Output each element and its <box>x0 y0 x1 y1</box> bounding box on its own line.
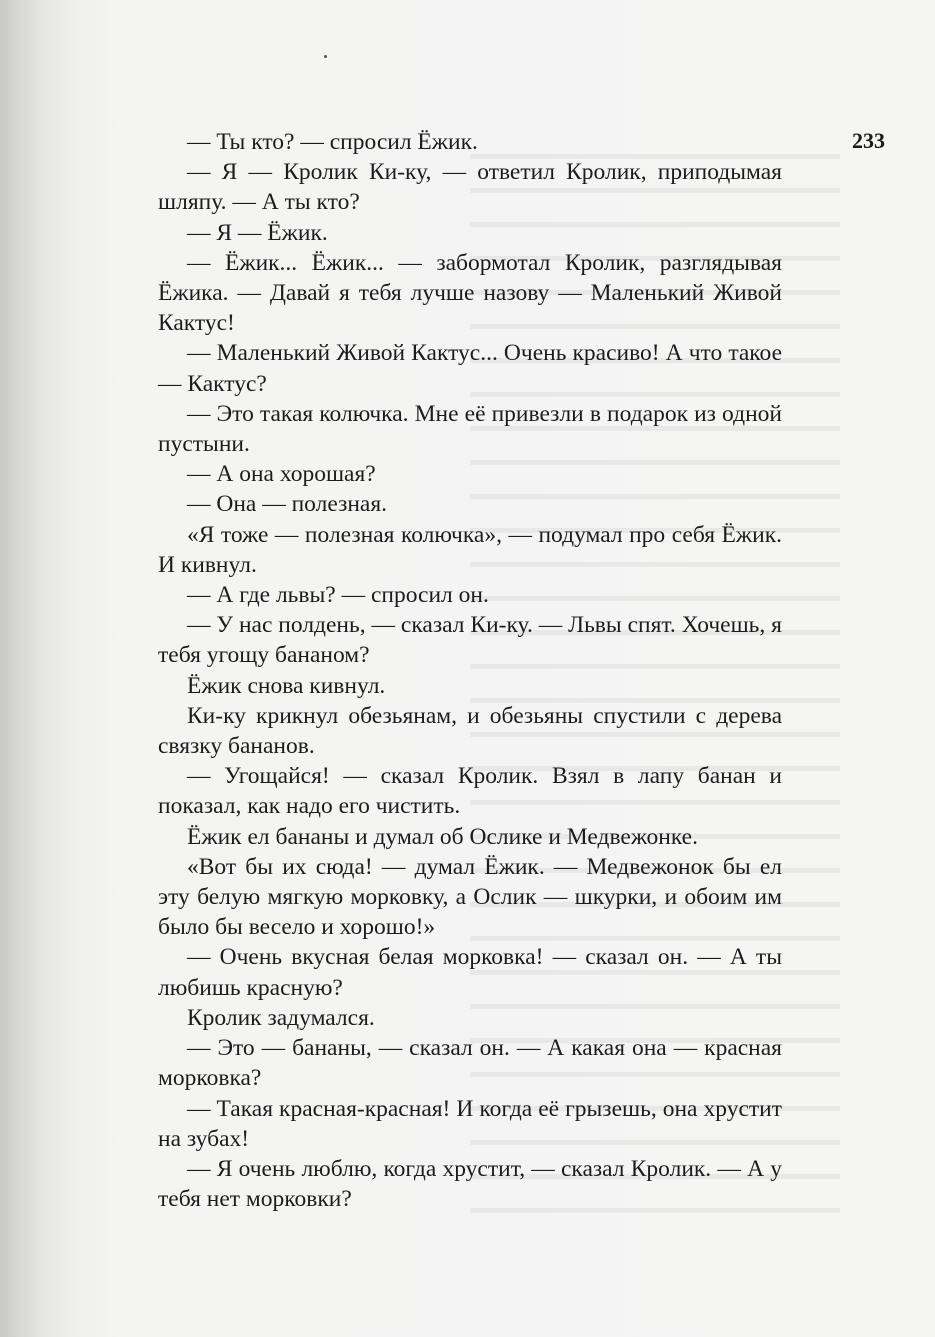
text-paragraph: Кролик задумался. <box>187 1004 375 1031</box>
text-paragraph: — Это — бананы, — сказал он. — А какая она — красная морковка? <box>158 1035 782 1092</box>
text-paragraph: — Ты кто? — спросил Ёжик. <box>187 129 478 155</box>
text-paragraph: — Очень вкусная белая морковка! — сказал он. — А ты любишь красную? <box>158 944 782 1001</box>
text-paragraph: — У нас полдень, — сказал Ки-ку. — Львы спят. Хочешь, я тебя угощу бананом? <box>158 612 782 669</box>
dust-speck <box>324 55 327 58</box>
text-paragraph: «Я тоже — полезная колючка», — подумал про себя Ёжик. И кивнул. <box>158 521 782 578</box>
text-paragraph: — Это такая колючка. Мне её привезли в подарок из одной пустыни. <box>158 400 782 458</box>
text-paragraph: — Я — Кролик Ки-ку, — ответил Кролик, приподымая шляпу. — А ты кто? <box>158 159 782 216</box>
text-paragraph: — Угощайся! — сказал Кролик. Взял в лапу банан и показал, как надо его чистить. <box>158 763 782 820</box>
text-paragraph: — Я очень люблю, когда хрустит, — сказал Кролик. — А у тебя нет морковки? <box>158 1155 782 1213</box>
text-paragraph: Ёжик ел бананы и думал об Ослике и Медвежонке. <box>187 823 698 850</box>
main-text-block <box>158 127 782 1214</box>
text-paragraph: — Она — полезная. <box>187 491 388 518</box>
text-paragraph: — А она хорошая? <box>187 461 376 488</box>
text-paragraph: — А где львы? — спросил он. <box>187 582 489 609</box>
text-paragraph: — Такая красная-красная! И когда её грызешь, она хрустит на зубах! <box>158 1095 782 1152</box>
text-paragraph: — Ёжик... Ёжик... — забормотал Кролик, разглядывая Ёжика. — Давай я тебя лучше назову — Маленький Живой Кактус! <box>158 249 782 337</box>
text-paragraph: «Вот бы их сюда! — думал Ёжик. — Медвежонок бы ел эту белую мягкую морковку, а Ослик — шкурки, и обоим им было бы весело и хорошо!» <box>158 853 782 941</box>
page-number: 233 <box>852 128 885 153</box>
text-paragraph: — Я — Ёжик. <box>187 219 328 246</box>
text-paragraph: Ёжик снова кивнул. <box>187 672 386 699</box>
text-paragraph: Ки-ку крикнул обезьянам, и обезьяны спустили с дерева связку бананов. <box>158 702 782 760</box>
text-paragraph: — Маленький Живой Кактус... Очень красиво! А что такое — Кактус? <box>158 340 782 397</box>
